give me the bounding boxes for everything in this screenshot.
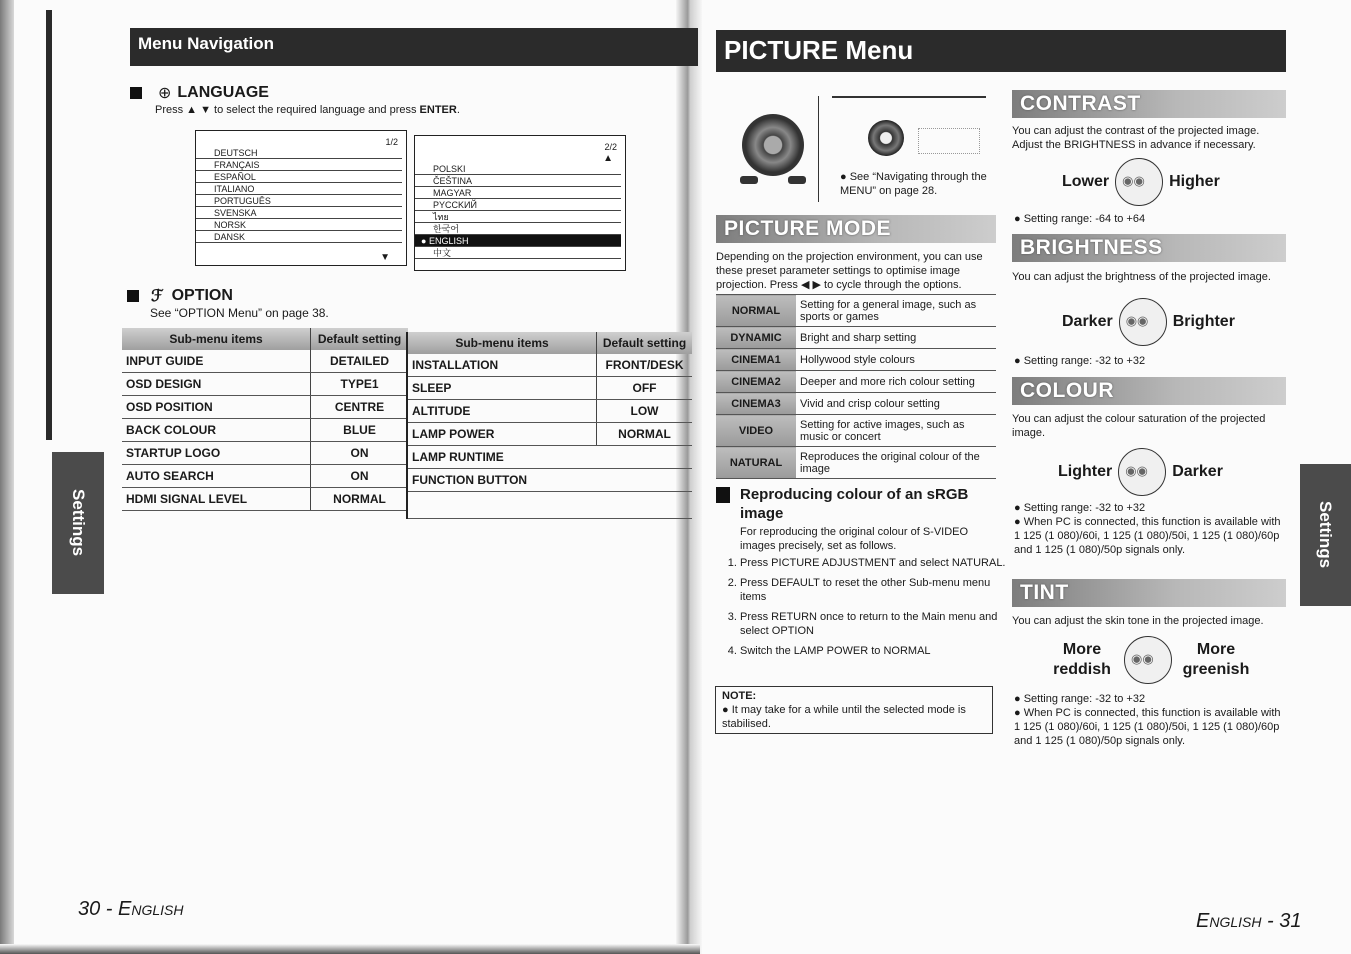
language-option[interactable]: MAGYAR: [415, 187, 621, 199]
tint-header: TINT: [1012, 579, 1286, 607]
list-item: 4. Switch the LAMP POWER to NORMAL: [740, 644, 1014, 658]
picture-mode-desc: Depending on the projection environment, you can use these preset parameter settings to optimise image projection. Press ◀ ▶ to cycle through the options.: [716, 251, 983, 291]
language-option[interactable]: ESPAÑOL: [196, 171, 402, 183]
table-row: OSD DESIGN TYPE1: [122, 373, 408, 396]
scroll-up-icon[interactable]: ▲: [603, 153, 613, 164]
adjust-dial-icon[interactable]: [1124, 636, 1172, 684]
srgb-steps: [718, 556, 1014, 658]
language-menu-page2: [414, 135, 626, 271]
table-row: DYNAMIC Bright and sharp setting: [716, 327, 996, 349]
language-list-1: [196, 147, 402, 243]
bullet-icon: ●: [1014, 516, 1024, 528]
note-box: [715, 686, 993, 734]
list-item: 1. Press PICTURE ADJUSTMENT and select NATURAL.: [740, 556, 1014, 570]
bullet-icon: ●: [1014, 502, 1024, 514]
table-row: CINEMA3 Vivid and crisp colour setting: [716, 393, 996, 415]
contrast-higher-label: Higher: [1169, 173, 1220, 190]
picture-mode-table: [716, 294, 996, 479]
selected-bullet-icon: ●: [421, 236, 429, 246]
brightness-darker-label: Darker: [1062, 313, 1113, 330]
contrast-lower-label: Lower: [1062, 173, 1110, 190]
table-row: LAMP POWER NORMAL: [407, 423, 692, 446]
wrench-icon: ℱ: [151, 288, 164, 305]
brightness-desc: You can adjust the brightness of the projected image.: [1012, 271, 1271, 283]
language-instruction: Press ▲ ▼ to select the required language and press ENTER.: [155, 104, 460, 116]
table-row: SLEEP OFF: [407, 377, 692, 400]
brightness-header: BRIGHTNESS: [1012, 234, 1286, 262]
tint-range: ● Setting range: -32 to +32: [1014, 693, 1146, 705]
language-option[interactable]: DANSK: [196, 231, 402, 243]
enter-button-icon: [788, 176, 806, 184]
note-label: NOTE:: [722, 690, 757, 702]
language-option[interactable]: ČEŠTINA: [415, 175, 621, 187]
right-page-header: [716, 30, 1286, 72]
language-option[interactable]: 한국어: [415, 223, 621, 235]
language-option[interactable]: NORSK: [196, 219, 402, 231]
option-title: OPTION: [171, 287, 233, 304]
adjust-dial-icon[interactable]: [1115, 158, 1163, 206]
table-row: FUNCTION BUTTON: [407, 469, 692, 492]
table-row: HDMI SIGNAL LEVEL NORMAL: [122, 488, 408, 511]
adjust-dial-icon[interactable]: [1118, 448, 1166, 496]
brightness-range: ● Setting range: -32 to +32: [1014, 355, 1146, 367]
colour-desc: You can adjust the colour saturation of the projected image.: [1012, 413, 1266, 439]
left-page-header-title: Menu Navigation: [138, 34, 275, 53]
table-row: AUTO SEARCH ON: [122, 465, 408, 488]
language-option[interactable]: PYCCKИЙ: [415, 199, 621, 211]
page-edge-bar: [46, 10, 52, 440]
bullet-icon: ●: [1014, 693, 1024, 705]
language-list-2: [415, 163, 621, 259]
srgb-intro: For reproducing the original colour of S-VIDEO images precisely, set as follows.: [740, 526, 969, 552]
language-option[interactable]: 中文: [415, 247, 621, 259]
contrast-range: ● Setting range: -64 to +64: [1014, 213, 1146, 225]
remote-illustration: [832, 96, 986, 168]
language-option[interactable]: ITALIANO: [196, 183, 402, 195]
section-marker: [130, 87, 142, 99]
brightness-brighter-label: Brighter: [1172, 313, 1235, 330]
contrast-header: CONTRAST: [1012, 90, 1286, 118]
srgb-heading: [716, 485, 996, 523]
note-text: ● It may take for a while until the selected mode is stabilised.: [722, 704, 966, 730]
tint-greenish-label: More greenish: [1182, 641, 1250, 678]
section-marker: [716, 487, 730, 503]
tint-pc-note: ● When PC is connected, this function is available with 1 125 (1 080)/60i, 1 125 (1 080)/50i, 1 125 (1 080)/60p and 1 125 (1 080)/50p signals only.: [1014, 707, 1281, 747]
brightness-adjust: [1062, 298, 1235, 346]
language-option[interactable]: POLSKI: [415, 163, 621, 175]
adjust-dial-icon[interactable]: [1119, 298, 1167, 346]
table-row: NORMAL Setting for a general image, such as sports or games: [716, 295, 996, 327]
tint-desc: You can adjust the skin tone in the projected image.: [1012, 615, 1264, 627]
page-edge-left: [0, 0, 14, 954]
colour-range: ● Setting range: -32 to +32: [1014, 502, 1146, 514]
colour-lighter-label: Lighter: [1058, 463, 1113, 480]
dpad-icon: [742, 114, 804, 176]
projector-panel-illustration: [730, 96, 819, 202]
remote-note: ● See “Navigating through the MENU” on page 28.: [840, 171, 987, 197]
colour-notes: [1014, 501, 1286, 557]
picture-mode-header: PICTURE MODE: [716, 215, 996, 243]
table-row: NATURAL Reproduces the original colour of the image: [716, 447, 996, 479]
option-table-left: [122, 328, 408, 511]
table-row: BACK COLOUR BLUE: [122, 419, 408, 442]
table-row: INSTALLATION FRONT/DESK: [407, 354, 692, 377]
language-option-selected[interactable]: ● ENGLISH: [415, 235, 621, 247]
table-row: INPUT GUIDE DETAILED: [122, 350, 408, 373]
language-option[interactable]: ไทย: [415, 211, 621, 223]
tint-adjust: [1046, 636, 1254, 684]
language-option[interactable]: PORTUGUÊS: [196, 195, 402, 207]
scroll-down-icon[interactable]: ▼: [380, 252, 390, 263]
column-header: Sub-menu items: [407, 332, 597, 354]
table-row: [407, 492, 692, 519]
section-marker: [127, 290, 139, 302]
tint-reddish-label: More reddish: [1053, 641, 1111, 678]
table-row: STARTUP LOGO ON: [122, 442, 408, 465]
remote-dpad-icon: [868, 120, 904, 156]
menu-button-icon: [740, 176, 758, 184]
language-title: LANGUAGE: [177, 84, 269, 101]
bullet-icon: ●: [840, 171, 850, 183]
option-note: See “OPTION Menu” on page 38.: [150, 306, 329, 320]
settings-side-tab-right: Settings: [1300, 464, 1351, 606]
contrast-desc: You can adjust the contrast of the projected image. Adjust the BRIGHTNESS in advance if necessary.: [1012, 125, 1260, 151]
column-header: Sub-menu items: [122, 328, 311, 350]
table-row: CINEMA1 Hollywood style colours: [716, 349, 996, 371]
bullet-icon: ●: [1014, 213, 1024, 225]
colour-darker-label: Darker: [1172, 463, 1223, 480]
list-item: 3. Press RETURN once to return to the Main menu and select OPTION: [740, 610, 1014, 638]
colour-adjust: [1058, 448, 1223, 496]
option-table-right: [406, 332, 692, 519]
language-heading: [130, 83, 269, 103]
language-option[interactable]: DEUTSCH: [196, 147, 402, 159]
table-row: CINEMA2 Deeper and more rich colour setting: [716, 371, 996, 393]
page-bottom-edge: [0, 944, 700, 954]
srgb-title: Reproducing colour of an sRGB image: [740, 486, 969, 522]
remote-buttons-icon: [918, 128, 980, 154]
option-heading: [127, 286, 233, 306]
right-page-footer: English - 31: [1196, 910, 1302, 932]
column-header: Default setting: [311, 328, 409, 350]
colour-pc-note: ● When PC is connected, this function is available with 1 125 (1 080)/60i, 1 125 (1 080)/50i, 1 125 (1 080)/60p and 1 125 (1 080)/50p signals only.: [1014, 516, 1281, 556]
table-row: LAMP RUNTIME: [407, 446, 692, 469]
table-row: VIDEO Setting for active images, such as music or concert: [716, 415, 996, 447]
contrast-adjust: [1062, 158, 1220, 206]
list-item: 2. Press DEFAULT to reset the other Sub-menu menu items: [740, 576, 1014, 604]
tint-notes: [1014, 692, 1286, 748]
bullet-icon: ●: [1014, 707, 1024, 719]
table-row: ALTITUDE LOW: [407, 400, 692, 423]
globe-icon: ⊕: [158, 85, 172, 102]
column-header: Default setting: [597, 332, 693, 354]
bullet-icon: ●: [1014, 355, 1024, 367]
language-option[interactable]: FRANÇAIS: [196, 159, 402, 171]
right-page-header-title: PICTURE Menu: [724, 35, 914, 65]
left-page-footer: 30 - English: [78, 898, 184, 920]
page-indicator: 2/2: [604, 142, 617, 152]
page-indicator: 1/2: [385, 137, 398, 147]
language-option[interactable]: SVENSKA: [196, 207, 402, 219]
language-menu-page1: [195, 130, 407, 266]
table-row: OSD POSITION CENTRE: [122, 396, 408, 419]
bullet-icon: ●: [722, 704, 732, 716]
colour-header: COLOUR: [1012, 377, 1286, 405]
settings-side-tab-left: Settings: [52, 452, 104, 594]
left-page-header: [130, 28, 698, 66]
